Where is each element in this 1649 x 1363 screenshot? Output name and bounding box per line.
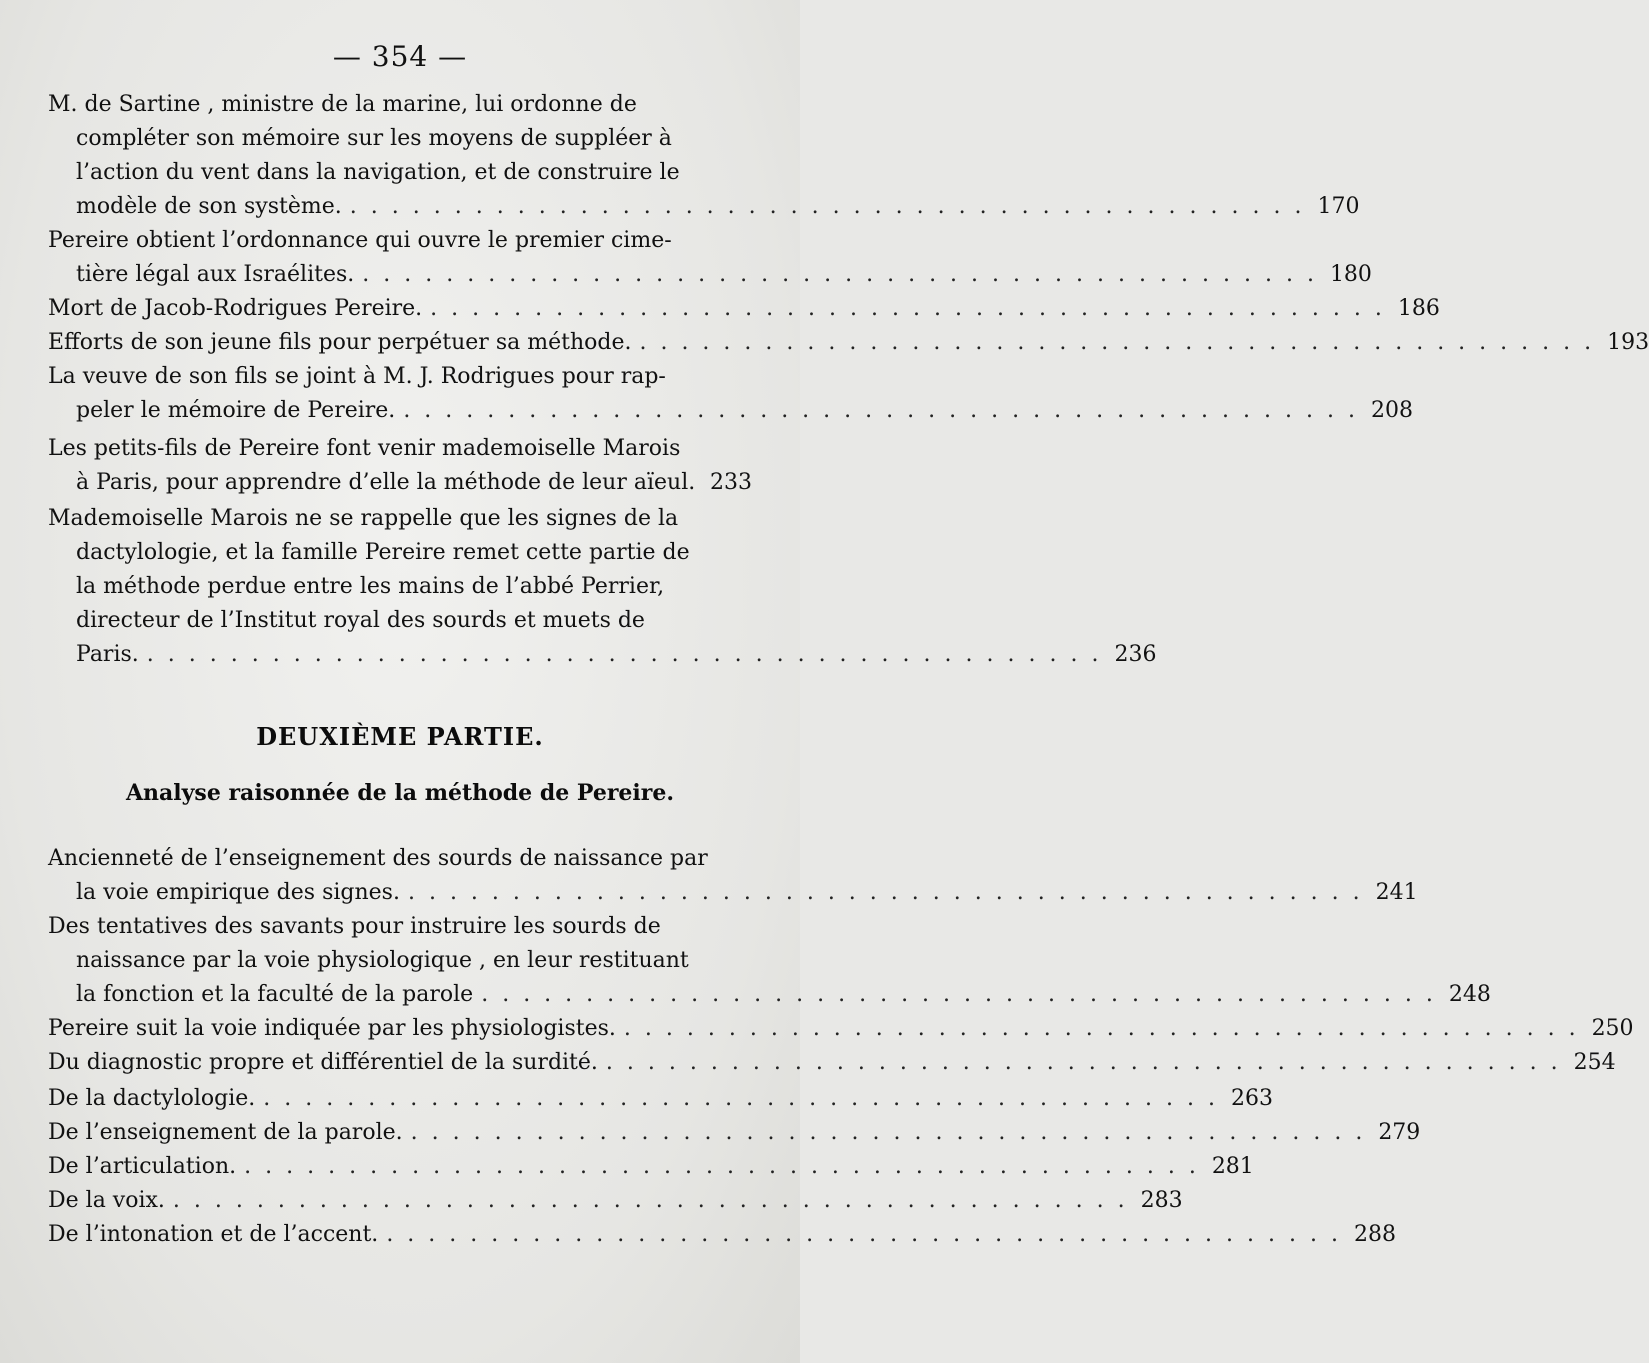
toc-text: dactylologie, et la famille Pereire remet cette partie de [76,540,690,565]
page-ref: 170 [1317,194,1360,219]
toc-text: La veuve de son fils se joint à M. J. Rodrigues pour rap- [48,364,666,389]
toc-line [48,364,752,398]
toc-line [48,574,752,608]
toc-line [48,948,752,982]
toc-text: la voie empirique des signes. [76,880,400,905]
page-ref: 250 [1591,1016,1634,1041]
page-ref: 288 [1354,1222,1396,1247]
toc-text: la fonction et la faculté de la parole [76,982,474,1007]
page-number: — 354 — [332,40,468,73]
page-ref: 193 [1607,330,1649,355]
toc-text: modèle de son système. [76,194,342,219]
toc-text: De la dactylologie. [48,1086,256,1111]
toc-line [48,436,752,470]
toc-entry [48,1086,1273,1120]
toc-line [48,470,752,504]
part-subtitle: Analyse raisonnée de la méthode de Pereire. [125,780,675,806]
toc-entry [48,1154,1254,1188]
toc-text: Paris. [76,642,139,667]
toc-text: tière légal aux Israélites. [76,262,355,287]
leader-dots: .............................................. [263,1086,1229,1111]
toc-text: Mort de Jacob-Rodrigues Pereire. [48,296,423,321]
leader-dots: .............................................. [386,1222,1352,1247]
toc-line [48,194,1360,228]
toc-text: la méthode perdue entre les mains de l’abbé Perrier, [76,574,665,599]
toc-line [48,1188,1183,1222]
toc-text: Des tentatives des savants pour instruire les sourds de [48,914,661,939]
toc-line [48,1016,1634,1050]
toc-text: peler le mémoire de Pereire. [76,398,396,423]
toc-entry [48,228,1372,296]
toc-entry [48,1016,1634,1050]
leader-dots: .............................................. [623,1016,1590,1041]
toc-entry [48,330,1649,364]
toc-entry [48,846,1418,914]
toc-text: l’action du vent dans la navigation, et de construire le [76,160,680,185]
toc-entry [48,914,1491,1016]
toc-line [48,160,752,194]
toc-line [48,1222,1396,1256]
toc-text: Pereire obtient l’ordonnance qui ouvre le premier cime- [48,228,672,253]
toc-line [48,296,1440,330]
toc-line [48,608,752,642]
toc-text: M. de Sartine , ministre de la marine, lui ordonne de [48,92,637,117]
page-ref: 186 [1397,296,1440,321]
toc-text: De la voix. [48,1188,165,1213]
toc-text: Du diagnostic propre et différentiel de la surdité. [48,1050,598,1075]
toc-text: Ancienneté de l’enseignement des sourds de naissance par [48,846,708,871]
toc-line [48,1050,1616,1084]
toc-line [48,1086,1273,1120]
toc-text: De l’enseignement de la parole. [48,1120,403,1145]
toc-line [48,982,1491,1016]
toc-entry [48,436,752,504]
toc-text: directeur de l’Institut royal des sourds et muets de [76,608,645,633]
page-ref: 263 [1230,1086,1273,1111]
toc-text: Mademoiselle Marois ne se rappelle que les signes de la [48,506,679,531]
toc-text: Pereire suit la voie indiquée par les physiologistes. [48,1016,616,1041]
toc-entry [48,92,1360,228]
toc-line [48,506,752,540]
toc-entry [48,1120,1421,1154]
page-ref: 180 [1329,262,1372,287]
leader-dots: .............................................. [481,982,1447,1007]
leader-dots: .............................................. [410,1120,1377,1145]
part-title: DEUXIÈME PARTIE. [256,722,544,751]
toc-entry [48,364,1413,432]
leader-dots: .............................................. [605,1050,1572,1075]
toc-text: Les petits-fils de Pereire font venir mademoiselle Marois [48,436,681,461]
toc-line [48,92,752,126]
toc-line [48,914,752,948]
toc-line [48,126,752,160]
page-ref: 254 [1573,1050,1616,1075]
toc-line [48,1120,1421,1154]
leader-dots: .............................................. [349,194,1316,219]
page-ref: 248 [1448,982,1491,1007]
page-ref: 236 [1114,642,1157,667]
leader-dots: .............................................. [403,398,1369,423]
toc-line [48,880,1418,914]
toc-text: De l’articulation. [48,1154,237,1179]
leader-dots: .............................................. [146,642,1113,667]
leader-dots: .............................................. [244,1154,1210,1179]
page-ref: 279 [1378,1120,1421,1145]
toc-text: Efforts de son jeune fils pour perpétuer sa méthode. [48,330,632,355]
leader-dots: .............................................. [172,1188,1139,1213]
toc-text: naissance par la voie physiologique , en leur restituant [76,948,689,973]
leader-dots: .............................................. [639,330,1606,355]
toc-line [48,228,752,262]
toc-line [48,846,752,880]
page-ref: 241 [1375,880,1418,905]
leader-dots: .............................................. [362,262,1328,287]
toc-line [48,330,1649,364]
toc-entry [48,1222,1396,1256]
toc-text: De l’intonation et de l’accent. [48,1222,379,1247]
toc-entry [48,296,1440,330]
toc-line [48,262,1372,296]
toc-text: à Paris, pour apprendre d’elle la méthode de leur aïeul. [76,470,696,495]
page-ref: 283 [1140,1188,1183,1213]
toc-line [48,642,1157,676]
toc-line [48,1154,1254,1188]
toc-text: compléter son mémoire sur les moyens de suppléer à [76,126,672,151]
toc-entry [48,506,1157,676]
toc-entry [48,1050,1616,1084]
toc-line [48,398,1413,432]
toc-entry [48,1188,1183,1222]
leader-dots: .............................................. [407,880,1374,905]
page-ref: 281 [1211,1154,1254,1179]
page-ref: 233 [710,470,752,495]
toc-line [48,540,752,574]
page-ref: 208 [1371,398,1413,423]
leader-dots: .............................................. [430,296,1396,321]
